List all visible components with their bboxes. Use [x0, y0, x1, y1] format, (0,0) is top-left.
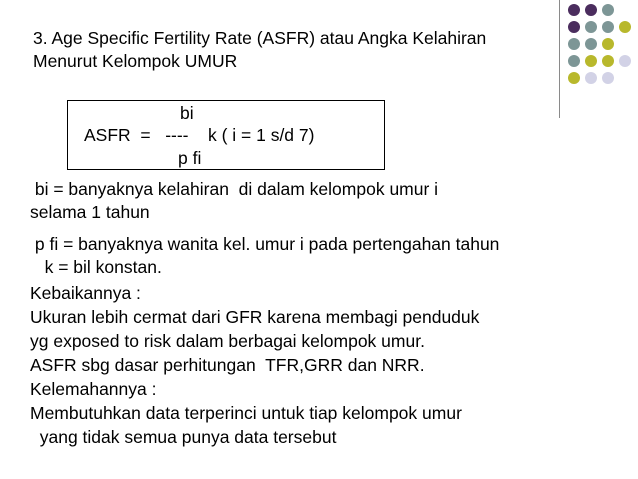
decor-dot	[585, 21, 597, 33]
advantage-item: Ukuran lebih cermat dari GFR karena membagi penduduk	[30, 307, 480, 327]
formula-denominator: p fi	[178, 148, 202, 168]
weakness-item: Membutuhkan data terperinci untuk tiap kelompok umur	[30, 403, 462, 423]
decor-dot	[602, 4, 614, 16]
formula-expression: ASFR = ---- k ( i = 1 s/d 7)	[84, 125, 315, 145]
decor-dot	[602, 21, 614, 33]
formula-numerator: bi	[180, 103, 194, 123]
decor-dot	[568, 72, 580, 84]
definition-pfi: p fi = banyaknya wanita kel. umur i pada pertengahan tahun	[30, 234, 500, 254]
slide-title-line-1: 3. Age Specific Fertility Rate (ASFR) atau Angka Kelahiran	[33, 28, 487, 48]
decor-dot	[568, 55, 580, 67]
definition-bi: bi = banyaknya kelahiran di dalam kelompok umur i	[30, 179, 439, 199]
weaknesses-heading: Kelemahannya :	[30, 379, 157, 399]
decor-dot	[568, 4, 580, 16]
decor-dot	[619, 21, 631, 33]
advantages-heading: Kebaikannya :	[30, 283, 141, 303]
advantage-item: yg exposed to risk dalam berbagai kelompok umur.	[30, 331, 425, 351]
decor-dot	[619, 55, 631, 67]
decor-dot	[568, 21, 580, 33]
decor-dot	[585, 55, 597, 67]
definition-k: k = bil konstan.	[30, 257, 162, 277]
slide-title-line-2: Menurut Kelompok UMUR	[33, 51, 238, 71]
decor-dot	[568, 38, 580, 50]
decor-dot	[602, 55, 614, 67]
advantage-item: ASFR sbg dasar perhitungan TFR,GRR dan NRR.	[30, 355, 425, 375]
definition-bi-cont: selama 1 tahun	[30, 202, 150, 222]
decor-dot	[602, 72, 614, 84]
decor-dot	[585, 72, 597, 84]
weakness-item: yang tidak semua punya data tersebut	[30, 427, 337, 447]
decor-dot	[585, 38, 597, 50]
decorative-vertical-rule	[559, 0, 560, 118]
decor-dot	[602, 38, 614, 50]
decorative-dot-grid	[568, 4, 634, 92]
decor-dot	[585, 4, 597, 16]
